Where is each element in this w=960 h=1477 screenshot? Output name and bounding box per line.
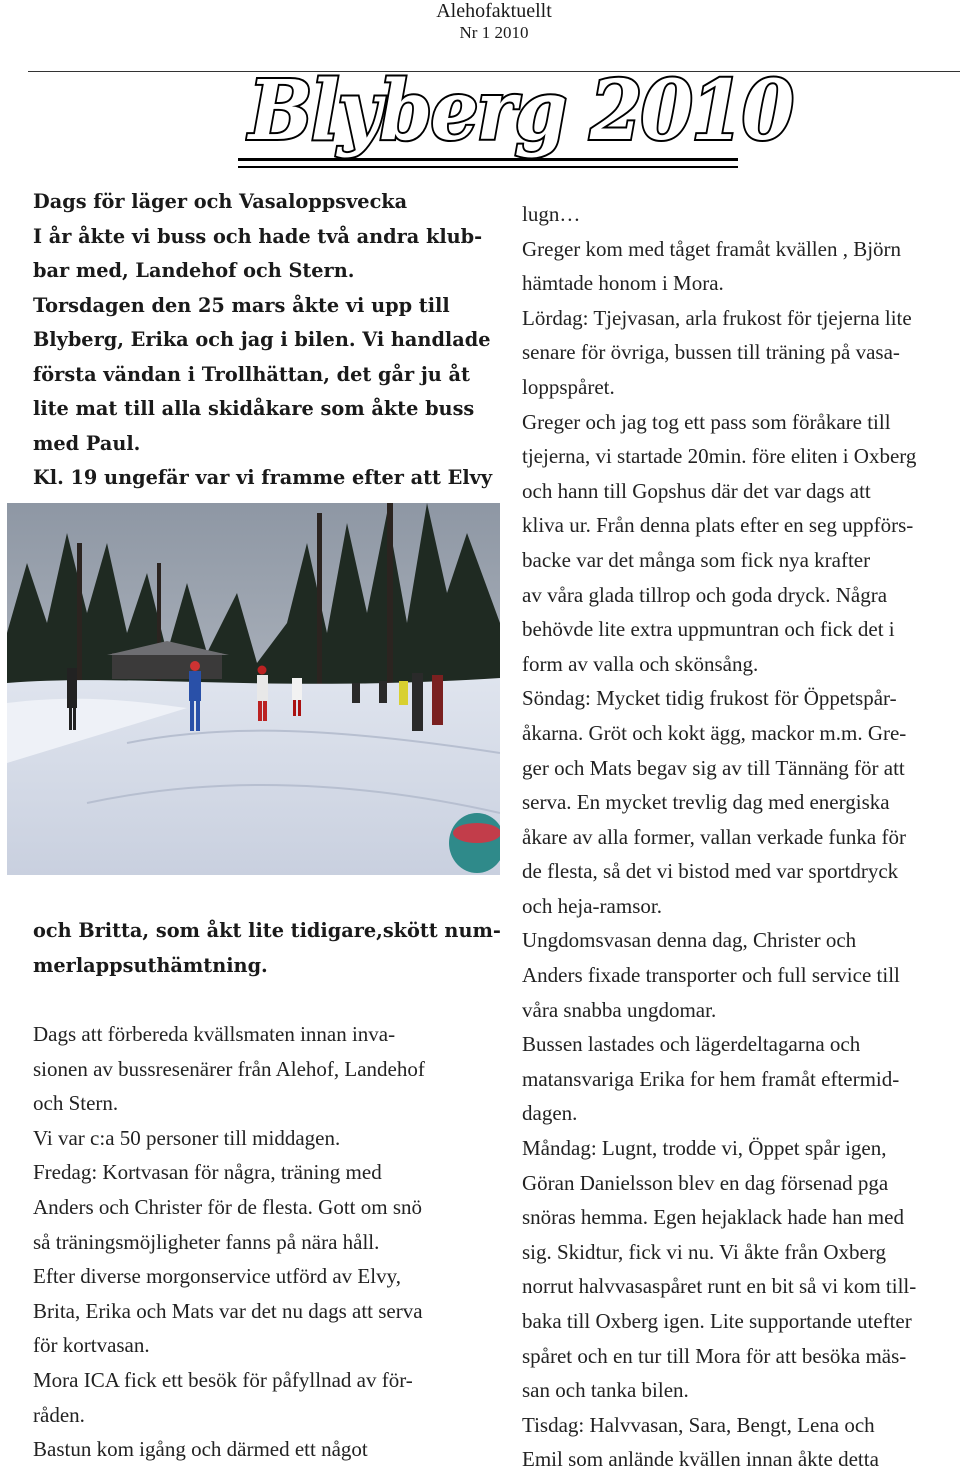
body-line: Anders och Christer för de flesta. Gott om snö	[33, 1194, 423, 1219]
intro-line: Blyberg, Erika och jag i bilen. Vi handlade	[33, 328, 491, 351]
body-line: Mora ICA fick ett besök för påfyllnad av för-	[33, 1367, 413, 1392]
intro-line: Kl. 19 ungefär var vi framme efter att Elvy	[33, 466, 493, 489]
masthead-underline-thin	[238, 166, 738, 168]
body-line: åkarna. Gröt och kokt ägg, mackor m.m. Gre-	[522, 720, 907, 745]
body-line: behövde lite extra uppmuntran och fick det i	[522, 617, 895, 642]
body-line: dagen.	[522, 1101, 578, 1126]
body-line: Brita, Erika och Mats var det nu dags att serva	[33, 1298, 423, 1323]
after-photo-line: merlappsuthämtning.	[33, 953, 268, 977]
body-line: Emil som anlände kvällen innan åkte detta	[522, 1447, 879, 1472]
body-line: så träningsmöjligheter fanns på nära håll.	[33, 1229, 380, 1254]
intro-line: bar med, Landehof och Stern.	[33, 259, 355, 282]
body-line: Göran Danielsson blev en dag försenad pga	[522, 1170, 889, 1195]
body-line: av våra glada tillrop och goda dryck. Några	[522, 582, 888, 607]
body-line: och Stern.	[33, 1091, 119, 1116]
body-line: och hann till Gopshus där det var dags att	[522, 478, 871, 503]
body-line: Greger och jag tog ett pass som föråkare till	[522, 409, 891, 434]
skiers-in-snowy-forest-photo	[7, 503, 500, 875]
body-line: råden.	[33, 1402, 85, 1427]
body-line: Bussen lastades och lägerdeltagarna och	[522, 1032, 861, 1057]
body-line: serva. En mycket trevlig dag med energiska	[522, 790, 890, 815]
body-line: form av valla och skönsång.	[522, 651, 759, 676]
intro-line: Dags för läger och Vasaloppsvecka	[33, 190, 408, 213]
body-line: norrut halvvasaspåret runt en bit så vi kom till-	[522, 1274, 917, 1299]
body-line: de flesta, så det vi bistod med var sportdryck	[522, 859, 899, 884]
body-line: sig. Skidtur, fick vi nu. Vi åkte från Oxberg	[522, 1239, 886, 1264]
body-line: spåret och en tur till Mora för att besöka mäs-	[522, 1343, 907, 1368]
intro-line: första vändan i Trollhättan, det går ju åt	[33, 362, 470, 386]
masthead-title: Blyberg 2010	[248, 63, 793, 159]
intro-paragraph	[33, 185, 493, 496]
intro-line: med Paul.	[33, 431, 141, 455]
body-line: Fredag: Kortvasan för några, träning med	[33, 1160, 382, 1185]
body-line: ger och Mats begav sig av till Tännäng för att	[522, 755, 905, 780]
body-line: snöras hemma. Egen hejaklack hade han med	[522, 1205, 904, 1230]
body-line: loppspåret.	[522, 374, 615, 399]
body-line: Bastun kom igång och därmed ett något	[33, 1437, 368, 1462]
left-body-paragraph	[33, 1017, 473, 1467]
body-line: Lördag: Tjejvasan, arla frukost för tjejerna lite	[522, 305, 912, 330]
body-line: matansvariga Erika for hem framåt eftermid-	[522, 1066, 900, 1091]
body-line: för kortvasan.	[33, 1333, 150, 1358]
body-line: Vi var c:a 50 personer till middagen.	[33, 1125, 341, 1150]
body-line: Anders fixade transporter och full service till	[522, 963, 900, 988]
body-line: åkare av alla former, vallan verkade funka för	[522, 824, 906, 849]
body-line: Greger kom med tåget framåt kvällen , Björn	[522, 236, 902, 261]
body-line: san och tanka bilen.	[522, 1378, 689, 1403]
body-line: sionen av bussresenärer från Alehof, Landehof	[33, 1056, 425, 1081]
publication-name: Alehofaktuellt	[436, 0, 552, 22]
body-line: Ungdomsvasan denna dag, Christer och	[522, 928, 857, 953]
body-line: senare för övriga, bussen till träning på vasa-	[522, 340, 900, 365]
masthead-underline	[238, 158, 738, 161]
intro-line: lite mat till alla skidåkare som åkte buss	[33, 397, 475, 420]
body-line: backe var det många som fick nya krafter	[522, 547, 871, 572]
body-line: lugn…	[522, 202, 581, 226]
body-line: baka till Oxberg igen. Lite supportande utefter	[522, 1309, 912, 1333]
body-line: kliva ur. Från denna plats efter en seg uppförs-	[522, 513, 914, 538]
body-line: Dags att förbereda kvällsmaten innan inva-	[33, 1022, 396, 1046]
body-line: tjejerna, vi startade 20min. före eliten i Oxberg	[522, 444, 917, 469]
body-line: våra snabba ungdomar.	[522, 997, 717, 1022]
after-photo-paragraph	[33, 914, 501, 983]
intro-line: Torsdagen den 25 mars åkte vi upp till	[33, 293, 450, 317]
right-body-paragraph	[522, 197, 960, 1477]
body-line: Måndag: Lugnt, trodde vi, Öppet spår igen,	[522, 1136, 887, 1161]
body-line: Efter diverse morgonservice utförd av Elvy,	[33, 1264, 401, 1289]
body-line: hämtade honom i Mora.	[522, 271, 724, 296]
body-line: Tisdag: Halvvasan, Sara, Bengt, Lena och	[522, 1412, 875, 1437]
intro-line: I år åkte vi buss och hade två andra klub-	[33, 224, 483, 248]
body-line: och heja-ramsor.	[522, 893, 662, 918]
body-line: Söndag: Mycket tidig frukost för Öppetspår-	[522, 686, 897, 711]
after-photo-line: och Britta, som åkt lite tidigare,skött num-	[33, 919, 501, 942]
issue-number: Nr 1 2010	[459, 23, 529, 42]
